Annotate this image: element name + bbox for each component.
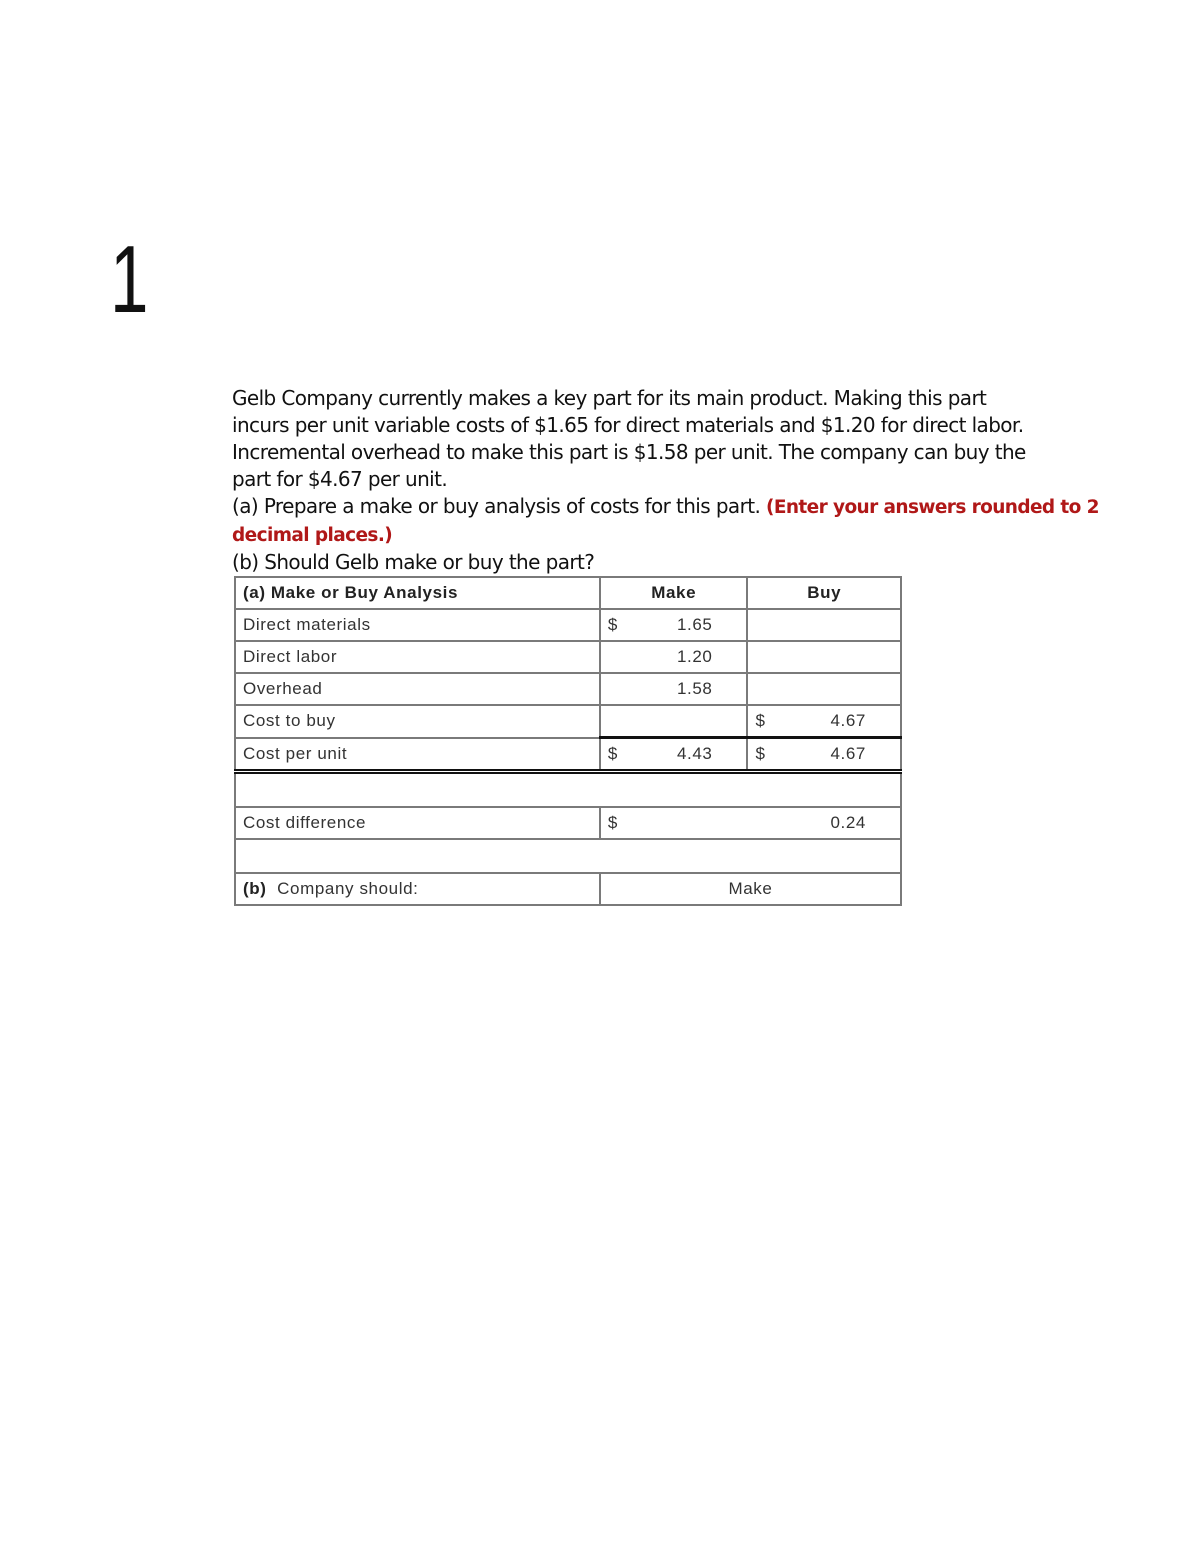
spacer-cell xyxy=(235,772,901,808)
spacer-cell xyxy=(235,839,901,873)
part-a-text: (a) Prepare a make or buy analysis of costs for this part. xyxy=(232,494,761,518)
decision-row xyxy=(235,873,901,905)
buy-cell[interactable] xyxy=(747,609,901,641)
question-text xyxy=(232,385,1112,576)
make-value: 1.20 xyxy=(676,647,713,666)
page-number: 1 xyxy=(110,226,149,333)
total-label: Cost per unit xyxy=(235,738,600,772)
row-label: Direct labor xyxy=(235,641,600,673)
make-value: 1.65 xyxy=(676,615,713,634)
difference-label: Cost difference xyxy=(235,807,600,839)
decision-label: Company should: xyxy=(277,879,419,898)
buy-cell[interactable] xyxy=(747,641,901,673)
decision-tag: (b) xyxy=(243,879,267,898)
question-line-4: part for $4.67 per unit. xyxy=(232,467,448,491)
question-part-a xyxy=(232,493,1112,549)
question-part-b: (b) Should Gelb make or buy the part? xyxy=(232,550,595,574)
buy-value: 4.67 xyxy=(830,711,866,730)
spacer-row xyxy=(235,772,901,808)
header-label: (a) Make or Buy Analysis xyxy=(235,577,600,609)
difference-row xyxy=(235,807,901,839)
rounding-instruction: (Enter your answers rounded to 2 decimal places.) xyxy=(232,497,1099,546)
total-row xyxy=(235,738,901,772)
total-buy-cell[interactable] xyxy=(747,738,901,772)
buy-sign: $ xyxy=(755,744,766,763)
row-label: Cost to buy xyxy=(235,705,600,738)
make-cell[interactable] xyxy=(600,609,748,641)
question-line-3: Incremental overhead to make this part is $1.58 per unit. The company can buy the xyxy=(232,440,1026,464)
total-make-value: 4.43 xyxy=(676,744,713,763)
question-line-1: Gelb Company currently makes a key part for its main product. Making this part xyxy=(232,386,987,410)
table-row xyxy=(235,673,901,705)
make-sign: $ xyxy=(607,744,618,763)
header-make: Make xyxy=(600,577,748,609)
decision-select[interactable]: Make xyxy=(600,873,901,905)
make-sign: $ xyxy=(607,615,618,634)
make-cell[interactable] xyxy=(600,705,748,738)
spacer-row xyxy=(235,839,901,873)
total-make-cell[interactable] xyxy=(600,738,748,772)
table-row xyxy=(235,705,901,738)
question-line-2: incurs per unit variable costs of $1.65 for direct materials and $1.20 for direct labor. xyxy=(232,413,1024,437)
row-label: Direct materials xyxy=(235,609,600,641)
table-row xyxy=(235,609,901,641)
make-or-buy-table xyxy=(234,576,902,906)
decision-label-cell xyxy=(235,873,600,905)
make-cell[interactable] xyxy=(600,673,748,705)
buy-sign: $ xyxy=(755,711,766,730)
total-buy-value: 4.67 xyxy=(830,744,866,763)
table-row xyxy=(235,641,901,673)
difference-cell[interactable] xyxy=(600,807,901,839)
header-buy: Buy xyxy=(747,577,901,609)
make-cell[interactable] xyxy=(600,641,748,673)
buy-cell[interactable] xyxy=(747,705,901,738)
row-label: Overhead xyxy=(235,673,600,705)
difference-value: 0.24 xyxy=(830,813,866,832)
table-header-row xyxy=(235,577,901,609)
difference-sign: $ xyxy=(607,813,618,832)
buy-cell[interactable] xyxy=(747,673,901,705)
make-value: 1.58 xyxy=(676,679,713,698)
